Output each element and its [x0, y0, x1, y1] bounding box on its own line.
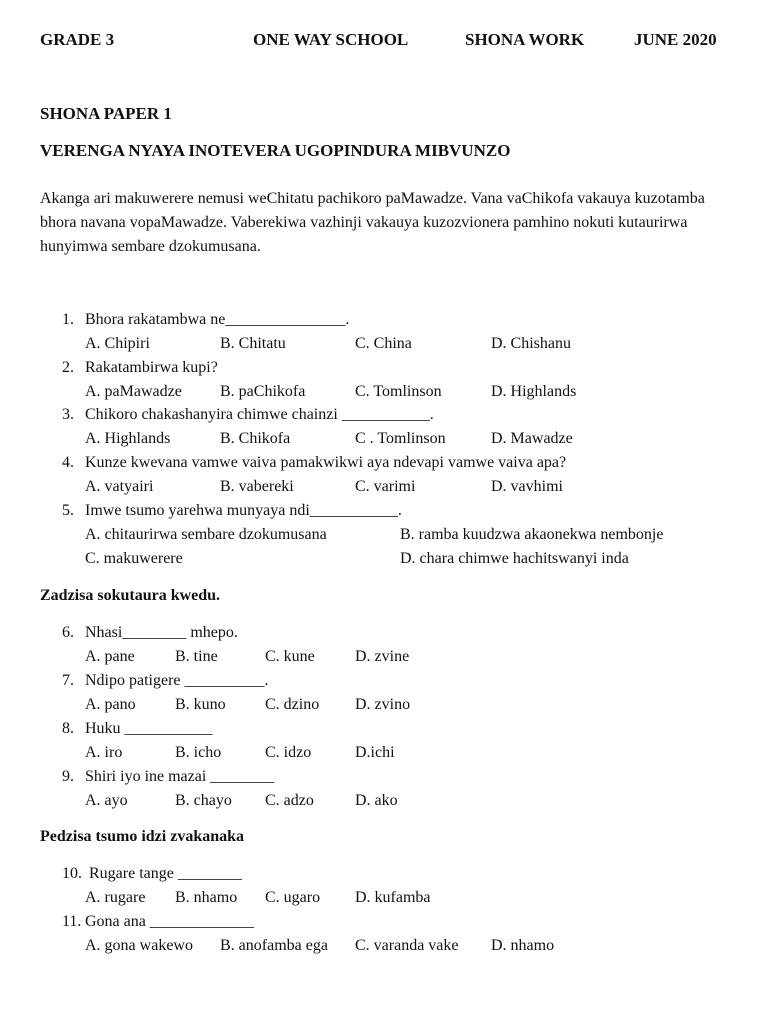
- option-b: B. anofamba ega: [220, 937, 328, 954]
- option-b: B. paChikofa: [220, 383, 306, 400]
- question-number: 7.: [62, 672, 74, 689]
- option-c: C. adzo: [265, 792, 314, 809]
- question-number: 1.: [62, 311, 74, 328]
- question-text: Shiri iyo ine mazai ________: [85, 768, 275, 785]
- question-number: 4.: [62, 454, 74, 471]
- option-c: C. ugaro: [265, 889, 321, 906]
- option-b: B. chayo: [175, 792, 232, 809]
- subject-label: SHONA WORK: [465, 30, 585, 49]
- option-c: C. Tomlinson: [355, 383, 442, 400]
- question-text: Ndipo patigere __________.: [85, 672, 269, 689]
- option-a: A. gona wakewo: [85, 937, 193, 954]
- option-c: C. idzo: [265, 744, 312, 761]
- option-d: D. Chishanu: [491, 335, 571, 352]
- question-text: Gona ana _____________: [85, 913, 254, 930]
- question-number: 11.: [62, 913, 82, 930]
- option-a: A. chitaurirwa sembare dzokumusana: [85, 526, 327, 543]
- question-text: Nhasi________ mhepo.: [85, 624, 238, 641]
- section-2-title: Zadzisa sokutaura kwedu.: [40, 587, 221, 604]
- question-number: 10.: [62, 865, 82, 882]
- option-b: B. Chikofa: [220, 430, 291, 447]
- question-number: 9.: [62, 768, 74, 785]
- option-b: B. tine: [175, 648, 218, 665]
- option-b: B. kuno: [175, 696, 226, 713]
- option-b: B. Chitatu: [220, 335, 286, 352]
- option-a: A. vatyairi: [85, 478, 154, 495]
- option-a: A. rugare: [85, 889, 146, 906]
- option-c: C. kune: [265, 648, 315, 665]
- instruction-heading: VERENGA NYAYA INOTEVERA UGOPINDURA MIBVUNZO: [40, 141, 511, 160]
- question-text: Rakatambirwa kupi?: [85, 359, 218, 376]
- option-a: A. Highlands: [85, 430, 171, 447]
- option-b: B. ramba kuudzwa akaonekwa nembonje: [400, 526, 664, 543]
- question-text: Chikoro chakashanyira chimwe chainzi ___________.: [85, 406, 434, 423]
- option-d: D. Highlands: [491, 383, 577, 400]
- question-number: 2.: [62, 359, 74, 376]
- option-c: C. dzino: [265, 696, 320, 713]
- question-text: Bhora rakatambwa ne_______________.: [85, 311, 350, 328]
- option-c: C . Tomlinson: [355, 430, 446, 447]
- option-c: C. varanda vake: [355, 937, 459, 954]
- option-d: D. nhamo: [491, 937, 555, 954]
- option-c: C. China: [355, 335, 412, 352]
- option-d: D. vavhimi: [491, 478, 563, 495]
- question-number: 3.: [62, 406, 74, 423]
- school-name: ONE WAY SCHOOL: [253, 30, 409, 49]
- option-c: C. makuwerere: [85, 550, 183, 567]
- question-text: Rugare tange ________: [89, 865, 242, 882]
- reading-passage: Akanga ari makuwerere nemusi weChitatu pachikoro paMawadze. Vana vaChikofa vakauya kuzotamba bhora navana vopaMawadze. Vaberekiwa vazhinji vakauya kuzozvionera pamhino nokuti kutaurirwa hunyimwa sembare dzokumusana.: [40, 190, 705, 255]
- question-text: Huku ___________: [85, 720, 213, 737]
- section-3-title: Pedzisa tsumo idzi zvakanaka: [40, 828, 245, 845]
- option-d: D. kufamba: [355, 889, 431, 906]
- option-d: D. zvine: [355, 648, 410, 665]
- option-a: A. pane: [85, 648, 135, 665]
- option-d: D.ichi: [355, 744, 395, 761]
- option-d: D. zvino: [355, 696, 411, 713]
- grade-label: GRADE 3: [40, 30, 115, 49]
- option-b: B. nhamo: [175, 889, 238, 906]
- question-number: 6.: [62, 624, 74, 641]
- option-a: A. ayo: [85, 792, 128, 809]
- option-c: C. varimi: [355, 478, 416, 495]
- date-label: JUNE 2020: [634, 30, 717, 49]
- option-d: D. Mawadze: [491, 430, 573, 447]
- option-a: A. iro: [85, 744, 123, 761]
- option-d: D. chara chimwe hachitswanyi inda: [400, 550, 629, 567]
- option-a: A. pano: [85, 696, 136, 713]
- option-b: B. vabereki: [220, 478, 294, 495]
- option-b: B. icho: [175, 744, 222, 761]
- option-d: D. ako: [355, 792, 398, 809]
- question-number: 8.: [62, 720, 74, 737]
- question-text: Imwe tsumo yarehwa munyaya ndi___________.: [85, 502, 402, 519]
- question-number: 5.: [62, 502, 74, 519]
- option-a: A. Chipiri: [85, 335, 150, 352]
- paper-title: SHONA PAPER 1: [40, 104, 172, 123]
- question-text: Kunze kwevana vamwe vaiva pamakwikwi aya ndevapi vamwe vaiva apa?: [85, 454, 567, 471]
- option-a: A. paMawadze: [85, 383, 182, 400]
